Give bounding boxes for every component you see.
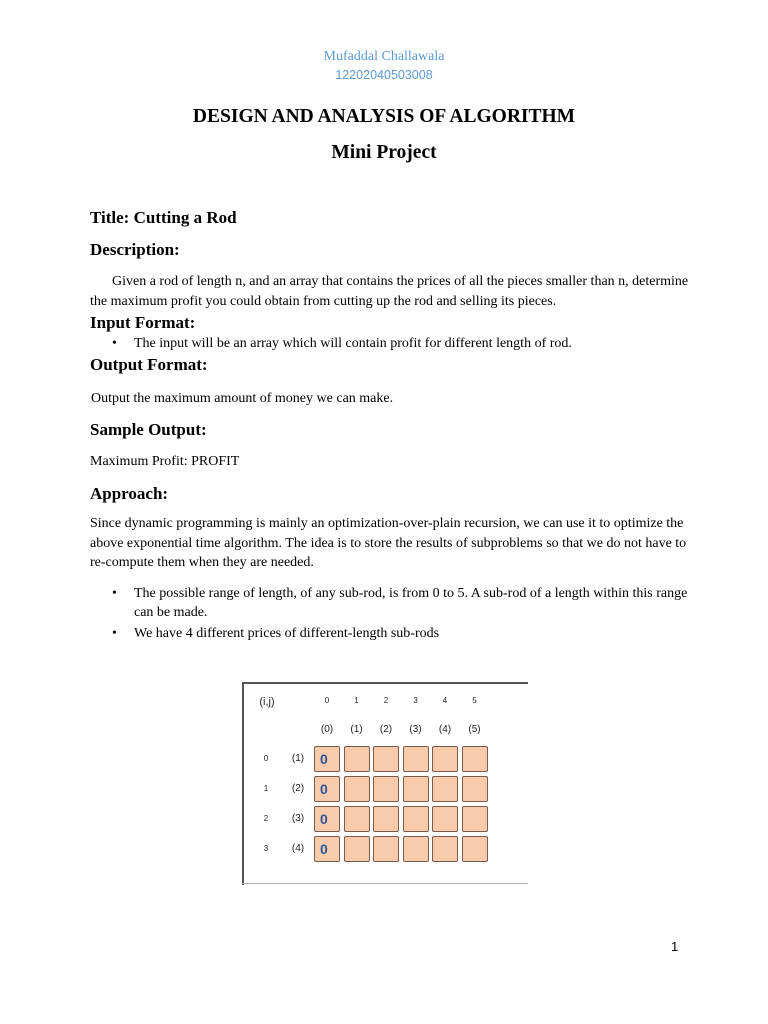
description-text: Given a rod of length n, and an array that contains the prices of all the pieces smaller than n, determine the maximum profit you could obtain from cutting up the rod and selling its pieces. <box>90 274 689 309</box>
approach-bullet: The possible range of length, of any sub-rod, is from 0 to 5. A sub-rod of a length within this range can be made. <box>134 586 688 620</box>
table-cell <box>432 776 458 802</box>
page-number: 1 <box>671 939 679 954</box>
table-cell <box>344 776 370 802</box>
table-cell <box>462 806 488 832</box>
table-cell <box>462 776 488 802</box>
table-cell <box>314 776 340 802</box>
column-index-label: 0 <box>324 696 330 705</box>
cell-value: 0 <box>320 781 328 797</box>
column-index-label: 4 <box>442 696 448 705</box>
figure-top-border <box>242 682 528 684</box>
table-cell <box>432 836 458 862</box>
column-length-label: (5) <box>468 724 481 735</box>
table-cell <box>344 746 370 772</box>
table-cell <box>403 806 429 832</box>
row-index-label: 0 <box>263 754 269 763</box>
table-cell <box>403 746 429 772</box>
figure-left-border <box>242 682 244 885</box>
bullet-marker: • <box>112 586 117 601</box>
table-cell <box>373 746 399 772</box>
row-index-label: 1 <box>263 784 269 793</box>
sample-output-heading: Sample Output: <box>90 420 207 439</box>
table-cell <box>373 776 399 802</box>
input-format-heading: Input Format: <box>90 313 196 332</box>
table-cell <box>432 746 458 772</box>
row-length-label: (2) <box>291 783 305 794</box>
table-cell <box>344 806 370 832</box>
output-format-heading: Output Format: <box>90 355 208 374</box>
row-length-label: (4) <box>291 843 305 854</box>
row-index-label: 3 <box>263 844 269 853</box>
column-index-label: 3 <box>413 696 418 705</box>
table-cell <box>344 836 370 862</box>
cell-value: 0 <box>320 841 328 857</box>
column-length-label: (2) <box>379 724 393 735</box>
input-format-bullet: The input will be an array which will contain profit for different length of rod. <box>134 336 572 351</box>
row-length-label: (3) <box>291 813 305 824</box>
column-length-label: (3) <box>409 724 422 735</box>
column-index-label: 5 <box>472 696 477 705</box>
table-cell <box>403 776 429 802</box>
table-cell <box>462 836 488 862</box>
student-id: 12202040503008 <box>335 68 433 82</box>
table-cell <box>314 806 340 832</box>
column-index-label: 2 <box>383 696 389 705</box>
table-cell <box>314 746 340 772</box>
cell-value: 0 <box>320 811 328 827</box>
sample-output-text: Maximum Profit: PROFIT <box>90 454 240 469</box>
table-cell <box>373 806 399 832</box>
cell-value: 0 <box>320 751 328 767</box>
column-length-label: (0) <box>320 724 334 735</box>
output-format-text: Output the maximum amount of money we can make. <box>91 391 394 406</box>
table-cell <box>403 836 429 862</box>
dp-table-figure <box>242 682 528 885</box>
row-length-label: (1) <box>291 753 305 764</box>
column-length-label: (4) <box>438 724 452 735</box>
table-cell <box>462 746 488 772</box>
bullet-marker: • <box>112 626 117 641</box>
document-subtitle: Mini Project <box>331 142 437 163</box>
column-index-label: 1 <box>354 696 359 705</box>
row-index-label: 2 <box>263 814 269 823</box>
author-name: Mufaddal Challawala <box>323 49 445 64</box>
table-cell <box>314 836 340 862</box>
approach-text: Since dynamic programming is mainly an optimization-over-plain recursion, we can use it to optimize the above exponential time algorithm. The idea is to store the results of subproblems so that we do not have to re-compute them when they are needed. <box>90 516 687 570</box>
bullet-marker: • <box>112 336 117 351</box>
table-cell <box>432 806 458 832</box>
table-cell <box>373 836 399 862</box>
corner-label: (i,j) <box>259 696 275 708</box>
approach-bullet: We have 4 different prices of different-length sub-rods <box>134 626 440 641</box>
title-heading: Title: Cutting a Rod <box>90 208 237 227</box>
description-heading: Description: <box>90 240 180 259</box>
column-length-label: (1) <box>350 724 363 735</box>
figure-bottom-border <box>242 883 528 884</box>
approach-heading: Approach: <box>90 484 169 503</box>
document-title: DESIGN AND ANALYSIS OF ALGORITHM <box>192 106 576 127</box>
